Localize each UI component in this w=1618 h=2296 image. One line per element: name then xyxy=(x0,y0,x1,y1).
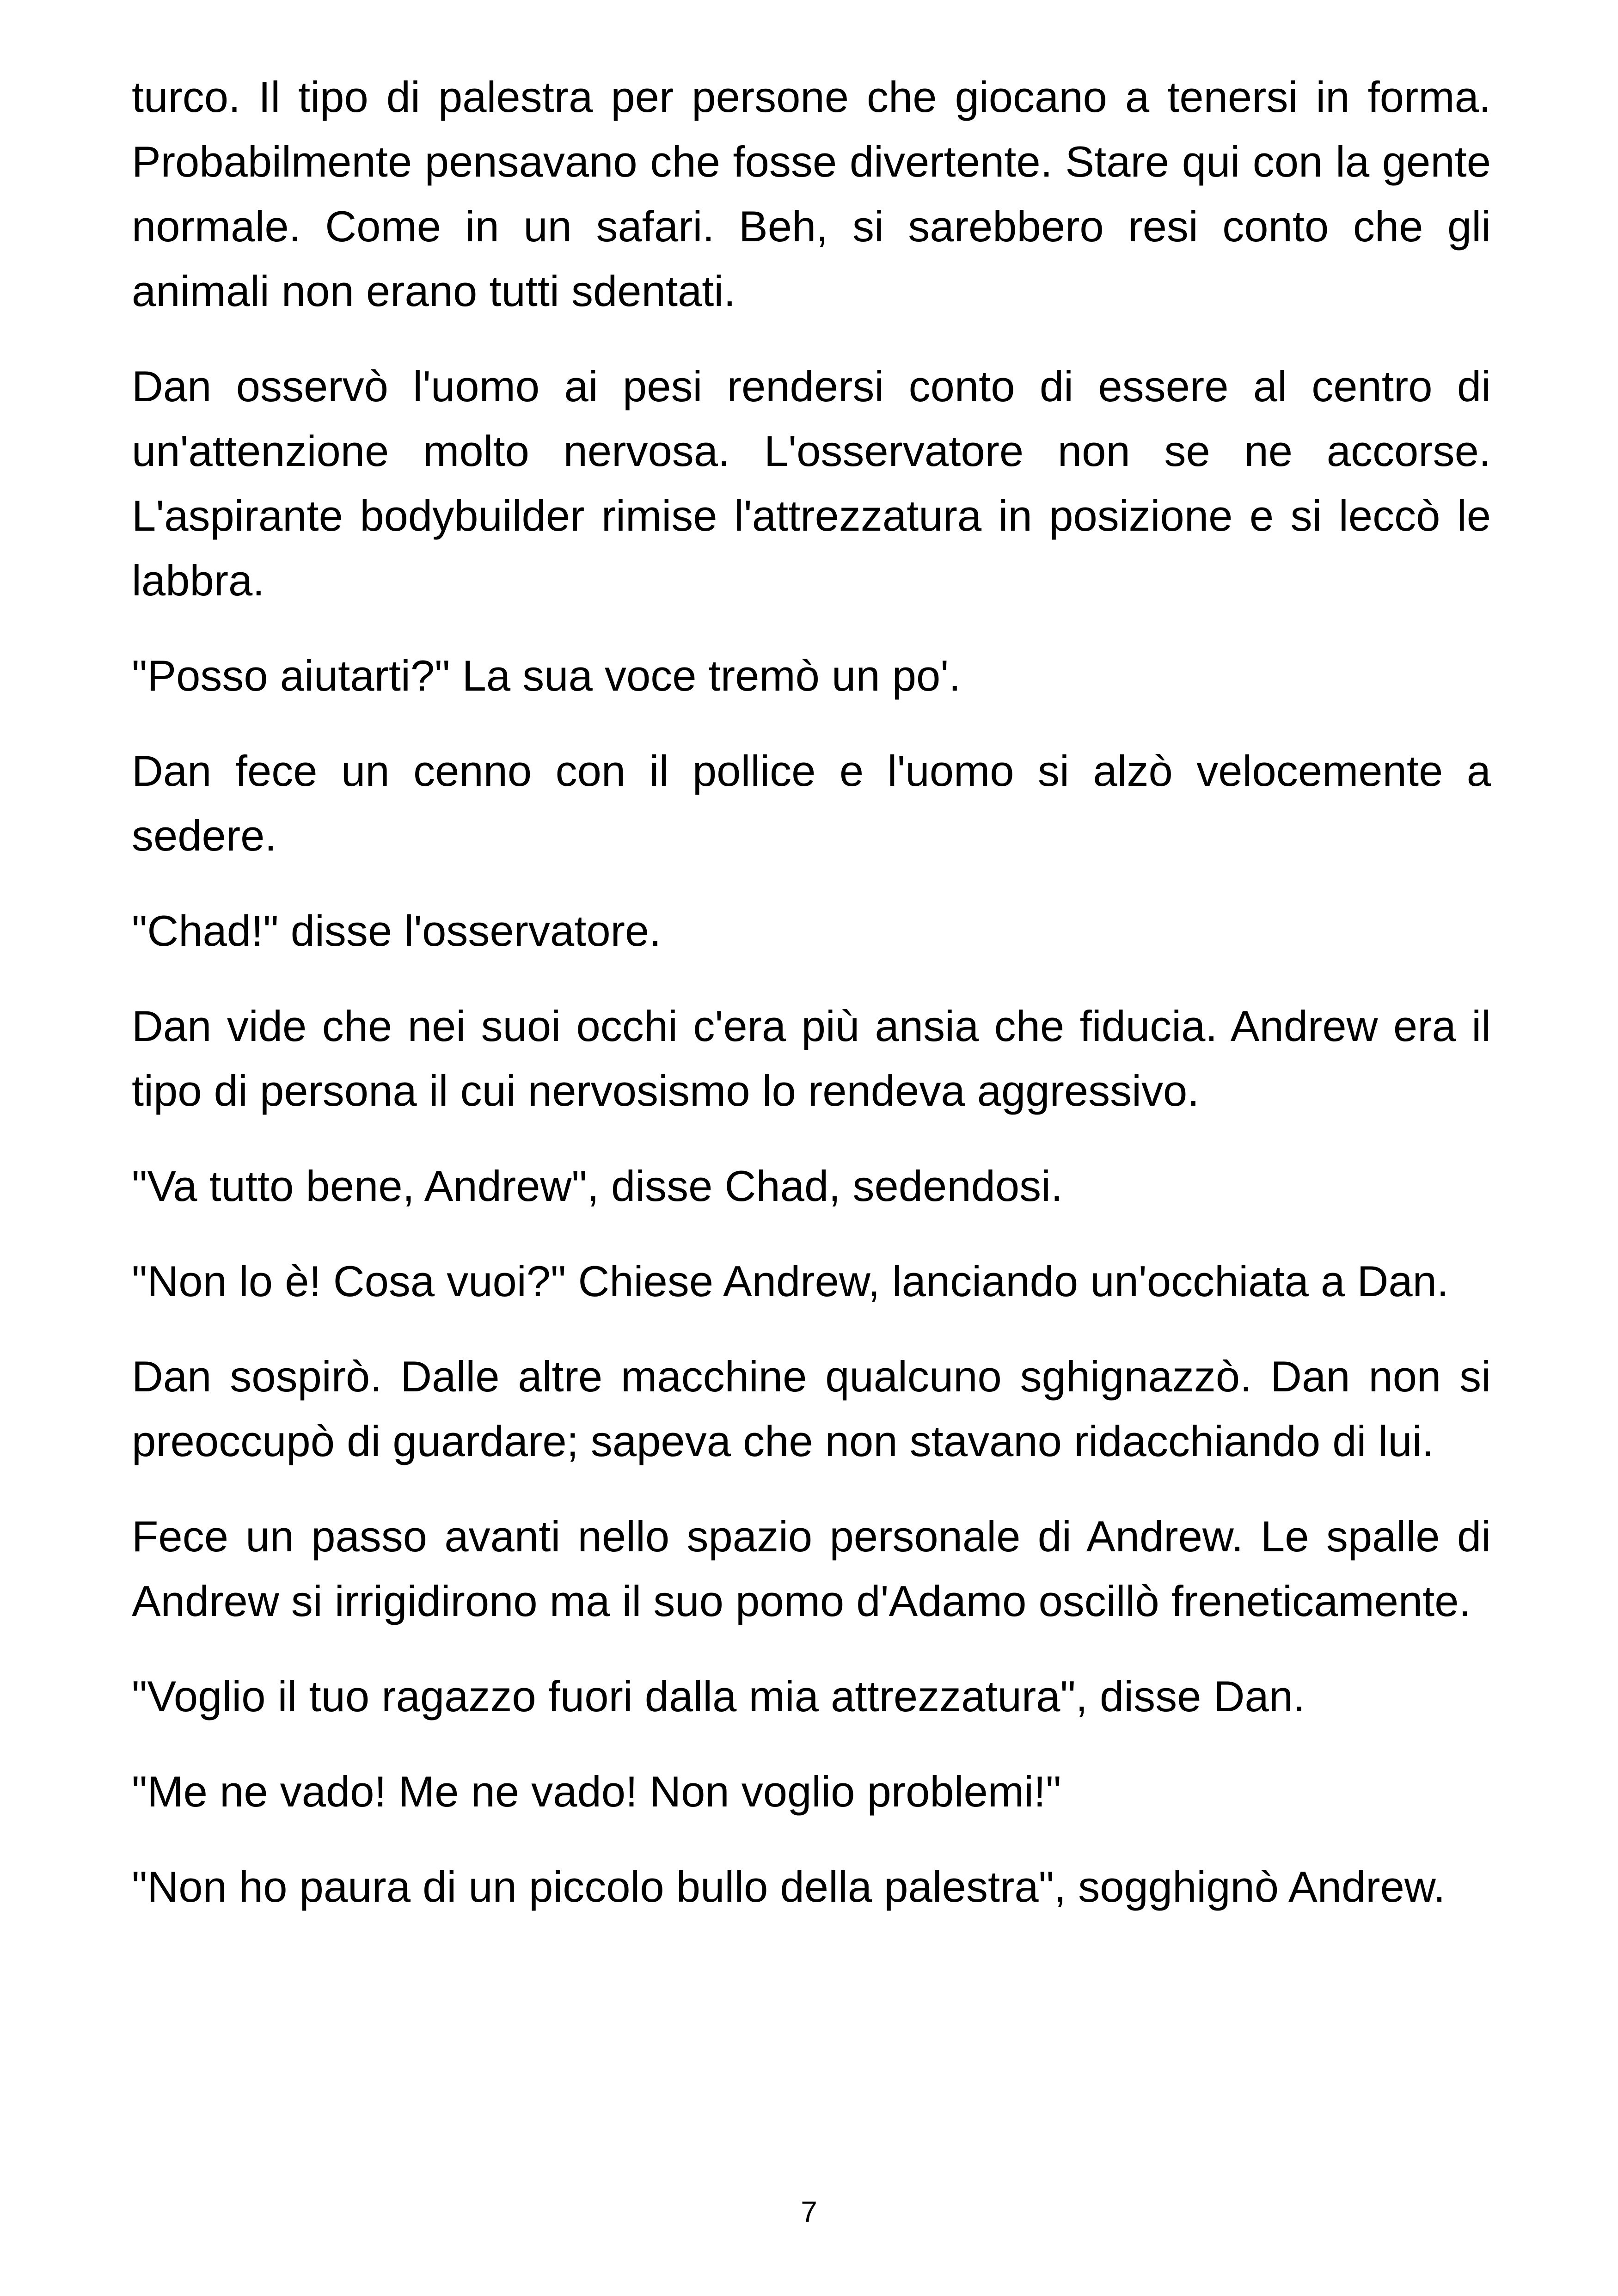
paragraph: Fece un passo avanti nello spazio personale di Andrew. Le spalle di Andrew si irrigidirono ma il suo pomo d'Adamo oscillò freneticamente. xyxy=(132,1512,1491,1625)
page-body xyxy=(132,65,1491,1950)
paragraph: Dan fece un cenno con il pollice e l'uomo si alzò velocemente a sedere. xyxy=(132,747,1491,860)
paragraph: turco. Il tipo di palestra per persone che giocano a tenersi in forma. Probabilmente pensavano che fosse divertente. Stare qui con la gente normale. Come in un safari. Beh, si sarebbero resi conto che gli animali non erano tutti sdentati. xyxy=(132,73,1491,315)
paragraph: "Non lo è! Cosa vuoi?" Chiese Andrew, lanciando un'occhiata a Dan. xyxy=(132,1257,1449,1305)
page-number: 7 xyxy=(801,2195,817,2229)
paragraph: "Non ho paura di un piccolo bullo della palestra", sogghignò Andrew. xyxy=(132,1862,1446,1911)
paragraph: "Me ne vado! Me ne vado! Non voglio problemi!" xyxy=(132,1767,1061,1816)
paragraph: "Voglio il tuo ragazzo fuori dalla mia attrezzatura", disse Dan. xyxy=(132,1672,1305,1720)
paragraph: "Posso aiutarti?" La sua voce tremò un po'. xyxy=(132,651,961,700)
paragraph: Dan sospirò. Dalle altre macchine qualcuno sghignazzò. Dan non si preoccupò di guardare; sapeva che non stavano ridacchiando di lui. xyxy=(132,1352,1491,1465)
paragraph: "Va tutto bene, Andrew", disse Chad, sedendosi. xyxy=(132,1162,1063,1210)
paragraph: Dan osservò l'uomo ai pesi rendersi conto di essere al centro di un'attenzione molto nervosa. L'osservatore non se ne accorse. L'aspirante bodybuilder rimise l'attrezzatura in posizione e si leccò le labbra. xyxy=(132,362,1491,605)
paragraph: Dan vide che nei suoi occhi c'era più ansia che fiducia. Andrew era il tipo di persona il cui nervosismo lo rendeva aggressivo. xyxy=(132,1002,1491,1115)
paragraph: "Chad!" disse l'osservatore. xyxy=(132,906,662,955)
